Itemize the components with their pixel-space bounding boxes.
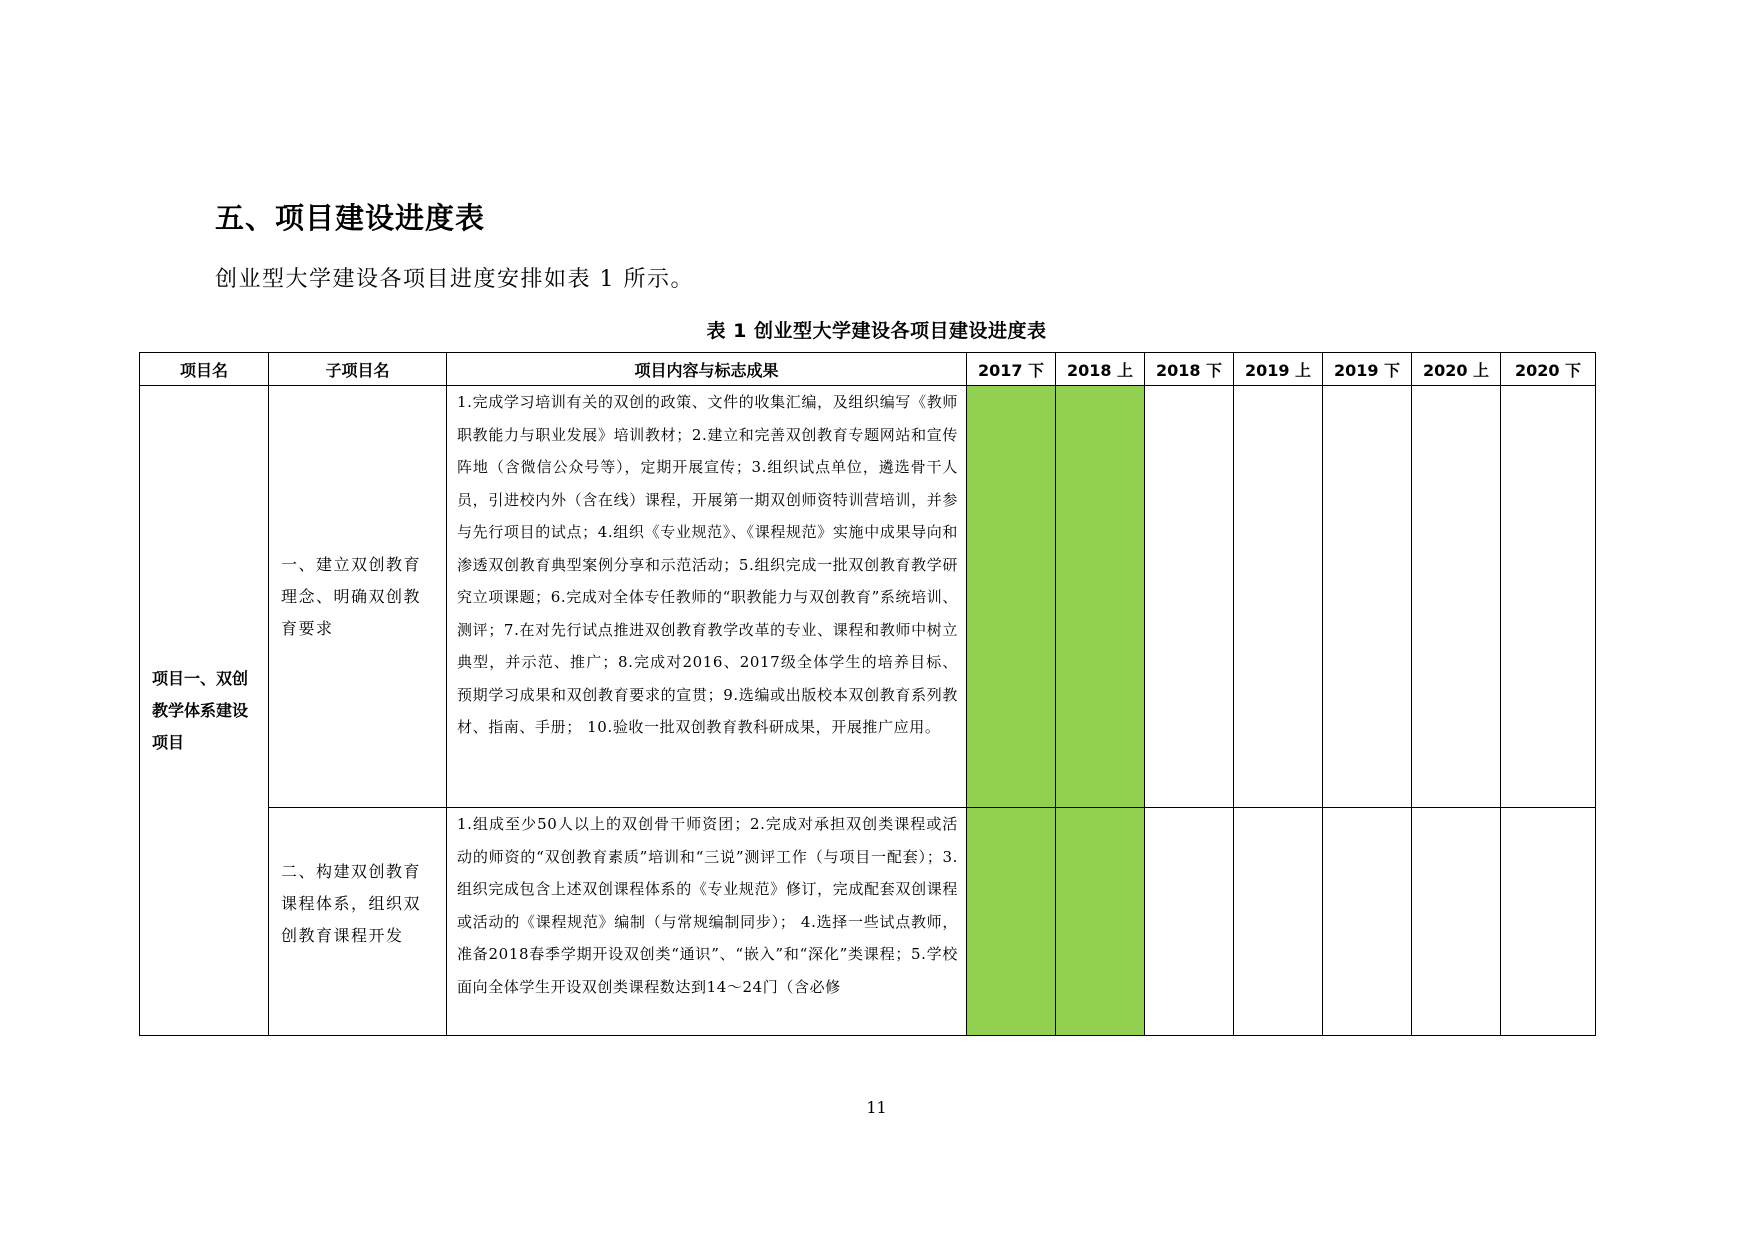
period-cell: [1145, 808, 1234, 1036]
header-period-2020-2: 2020 下: [1501, 353, 1596, 386]
page-number: 11: [866, 1098, 887, 1117]
table-row: [140, 386, 1596, 808]
header-content: 项目内容与标志成果: [447, 353, 967, 386]
period-cell: [1056, 808, 1145, 1036]
period-cell: [1501, 386, 1596, 808]
period-cell: [1412, 808, 1501, 1036]
period-cell: [1323, 386, 1412, 808]
period-cell: [1234, 808, 1323, 1036]
table-caption: 表 1 创业型大学建设各项目建设进度表: [706, 320, 1047, 342]
period-cell: [967, 386, 1056, 808]
header-period-2018-1: 2018 上: [1056, 353, 1145, 386]
header-period-2019-2: 2019 下: [1323, 353, 1412, 386]
header-period-2020-1: 2020 上: [1412, 353, 1501, 386]
section-heading: 五、项目建设进度表: [215, 201, 486, 235]
table-row: [140, 808, 1596, 1036]
schedule-table: [139, 352, 1596, 1036]
content-cell: 1.完成学习培训有关的双创的政策、文件的收集汇编，及组织编写《教师职教能力与职业发展》培训教材；2.建立和完善双创教育专题网站和宣传阵地（含微信公众号等），定期开展宣传；3.组织试点单位，遴选骨干人员，引进校内外（含在线）课程，开展第一期双创师资特训营培训，并参与先行项目的试点；4.组织《专业规范》、《课程规范》实施中成果导向和渗透双创教育典型案例分享和示范活动；5.组织完成一批双创教育教学研究立项课题；6.完成对全体专任教师的“职教能力与双创教育”系统培训、测评；7.在对先行试点推进双创教育教学改革的专业、课程和教师中树立典型，并示范、推广；8.完成对2016、2017级全体学生的培养目标、预期学习成果和双创教育要求的宣贯；9.选编或出版校本双创教育系列教材、指南、手册； 10.验收一批双创教育教科研成果，开展推广应用。: [447, 386, 967, 808]
header-period-2018-2: 2018 下: [1145, 353, 1234, 386]
content-text: 1.组成至少50人以上的双创骨干师资团；2.完成对承担双创类课程或活动的师资的“双创教育素质”培训和“三说”测评工作（与项目一配套）；3.组织完成包含上述双创课程体系的《专业规范》修订，完成配套双创课程或活动的《课程规范》编制（与常规编制同步）； 4.选择一些试点教师，准备2018春季学期开设双创类“通识”、“嵌入”和“深化”类课程；5.学校面向全体学生开设双创类课程数达到14～24门（含必修: [457, 815, 958, 996]
period-cell: [1234, 386, 1323, 808]
period-cell: [1501, 808, 1596, 1036]
header-period-2019-1: 2019 上: [1234, 353, 1323, 386]
period-cell: [1323, 808, 1412, 1036]
header-subproject: 子项目名: [269, 353, 447, 386]
content-cell: [447, 808, 967, 1036]
subproject-cell: 一、建立双创教育理念、明确双创教育要求: [269, 386, 447, 808]
period-cell: [1145, 386, 1234, 808]
header-period-2017-2: 2017 下: [967, 353, 1056, 386]
header-project: 项目名: [140, 353, 269, 386]
period-cell: [1412, 386, 1501, 808]
subproject-cell: 二、构建双创教育课程体系，组织双创教育课程开发: [269, 808, 447, 1036]
project-name-cell: 项目一、双创教学体系建设项目: [140, 386, 269, 1036]
header-row: [140, 353, 1596, 386]
intro-paragraph: 创业型大学建设各项目进度安排如表 1 所示。: [215, 267, 694, 292]
period-cell: [967, 808, 1056, 1036]
period-cell: [1056, 386, 1145, 808]
